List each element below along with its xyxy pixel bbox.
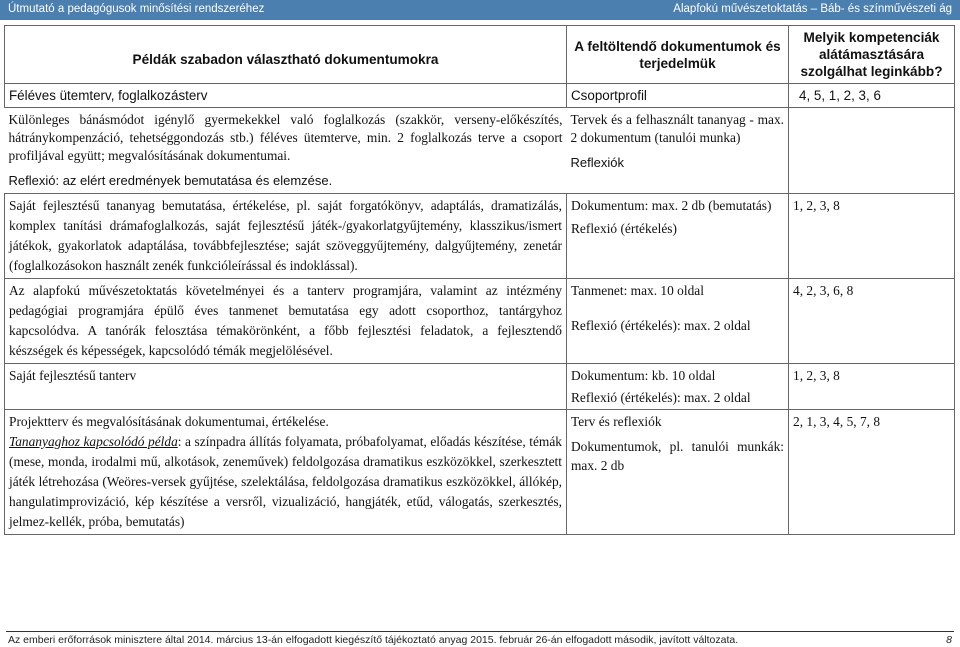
example-description: Saját fejlesztésű tanterv [5,364,567,410]
table-row [5,108,955,194]
documents-table [4,25,955,535]
example-description: Projektterv és megvalósításának dokumentumai, értékelése. [9,414,329,429]
row-title: Féléves ütemterv, foglalkozásterv [5,84,567,108]
doc-reflection: Reflexió (értékelés) [571,221,677,236]
table-row [5,410,955,535]
footer-divider [6,631,954,632]
competency-list: 1, 2, 3, 8 [789,194,955,279]
example-italic-label: Tananyaghoz kapcsolódó példa [9,434,178,449]
doc-reflection: Reflexió (értékelés): max. 2 oldal [571,390,751,405]
doc-description: Tervek és a felhasznált tananyag - max. 2 dokumentum (tanulói munka) [570,112,784,145]
header-left-title: Útmutató a pedagógusok minősítési rendszeréhez [8,3,265,15]
table-row [5,84,955,108]
reflection-text: Reflexió: az elért eredmények bemutatása és elemzése. [8,173,333,188]
page-footer [0,627,960,647]
doc-description: Dokumentum: kb. 10 oldal [571,368,716,383]
doc-reflection: Dokumentumok, pl. tanulói munkák: max. 2 db [571,439,784,473]
competency-list: 4, 5, 1, 2, 3, 6 [789,84,955,108]
example-description: Különleges bánásmódot igénylő gyermekekkel való foglalkozás (szakkör, verseny-előkészítés, hátránykompenzáció, tehetséggondozás stb.) féléves ütemterve, min. 2 foglalkozás terve a csoport profiljával együtt; megvalósításának dokumentumai. [8,112,563,163]
competency-list: 4, 2, 3, 6, 8 [789,279,955,364]
page-header [0,0,960,20]
table-row [5,194,955,279]
doc-title: Csoportprofil [567,84,789,108]
table-row [5,279,955,364]
page-number: 8 [946,634,952,646]
example-detail-text: : a színpadra állítás folyamata, próbafolyamat, előadás készítése, témák (mese, monda, irodalmi mű, alkotások, zeneművek) feldolgozása dramatikus eszközökkel, szerkesztett játék létrehozása (Weöres-versek gyűjtése, szelektálása, feldolgozása dramatikus eszközökkel, állókép, hangulatimprovizáció, kép készítése a versről, vizualizáció, hangjáték, etűd, válogatás, szerkesztés, jelmez-kellék, próba, bemutatás) [9,434,562,529]
column-header-examples: Példák szabadon választható dokumentumokra [5,26,567,84]
footer-text: Az emberi erőforrások minisztere által 2014. március 13-án elfogadott kiegészítő tájékoztató anyag 2015. február 26-án elfogadott második, javított változata. [8,634,739,646]
example-description: Az alapfokú művészetoktatás követelményei és a tanterv programjára, valamint az intézmény pedagógiai programjára épülő éves tanmenet bemutatása egy adott csoporthoz, tantárgyhoz kapcsolódva. A tanórák felosztása témakörönként, a főbb fejlesztési feladatok, a fejlesztendő készségek és képességek, kapcsolódó témák megjelölésével. [5,279,567,364]
column-header-competencies: Melyik kompetenciák alátámasztására szolgálhat leginkább? [789,26,955,84]
table-header-row [5,26,955,84]
doc-reflection: Reflexió (értékelés): max. 2 oldal [571,318,751,333]
table-row [5,364,955,410]
reflection-doc: Reflexiók [570,155,624,170]
column-header-documents: A feltöltendő dokumentumok és terjedelmük [567,26,789,84]
example-detail [9,432,562,532]
doc-description: Dokumentum: max. 2 db (bemutatás) [571,198,772,213]
header-right-title: Alapfokú művészetoktatás – Báb- és színművészeti ág [673,3,952,15]
doc-description: Terv és reflexiók [571,414,662,429]
competency-list: 2, 1, 3, 4, 5, 7, 8 [789,410,955,535]
example-description: Saját fejlesztésű tananyag bemutatása, értékelése, pl. saját forgatókönyv, adaptálás, dramatizálás, komplex tanítási drámafoglalkozás, saját fejlesztésű játék-/gyakorlatgyűjtemény, klasszikus/ismert játékok, gyakorlatok adaptálása, továbbfejlesztése; saját szöveggyűjtemény, dalgyűjtemény, zenetár (foglalkozásokon használt zenék funkcióleírással és indoklással). [5,194,567,279]
competency-list: 1, 2, 3, 8 [789,364,955,410]
doc-description: Tanmenet: max. 10 oldal [571,283,704,298]
